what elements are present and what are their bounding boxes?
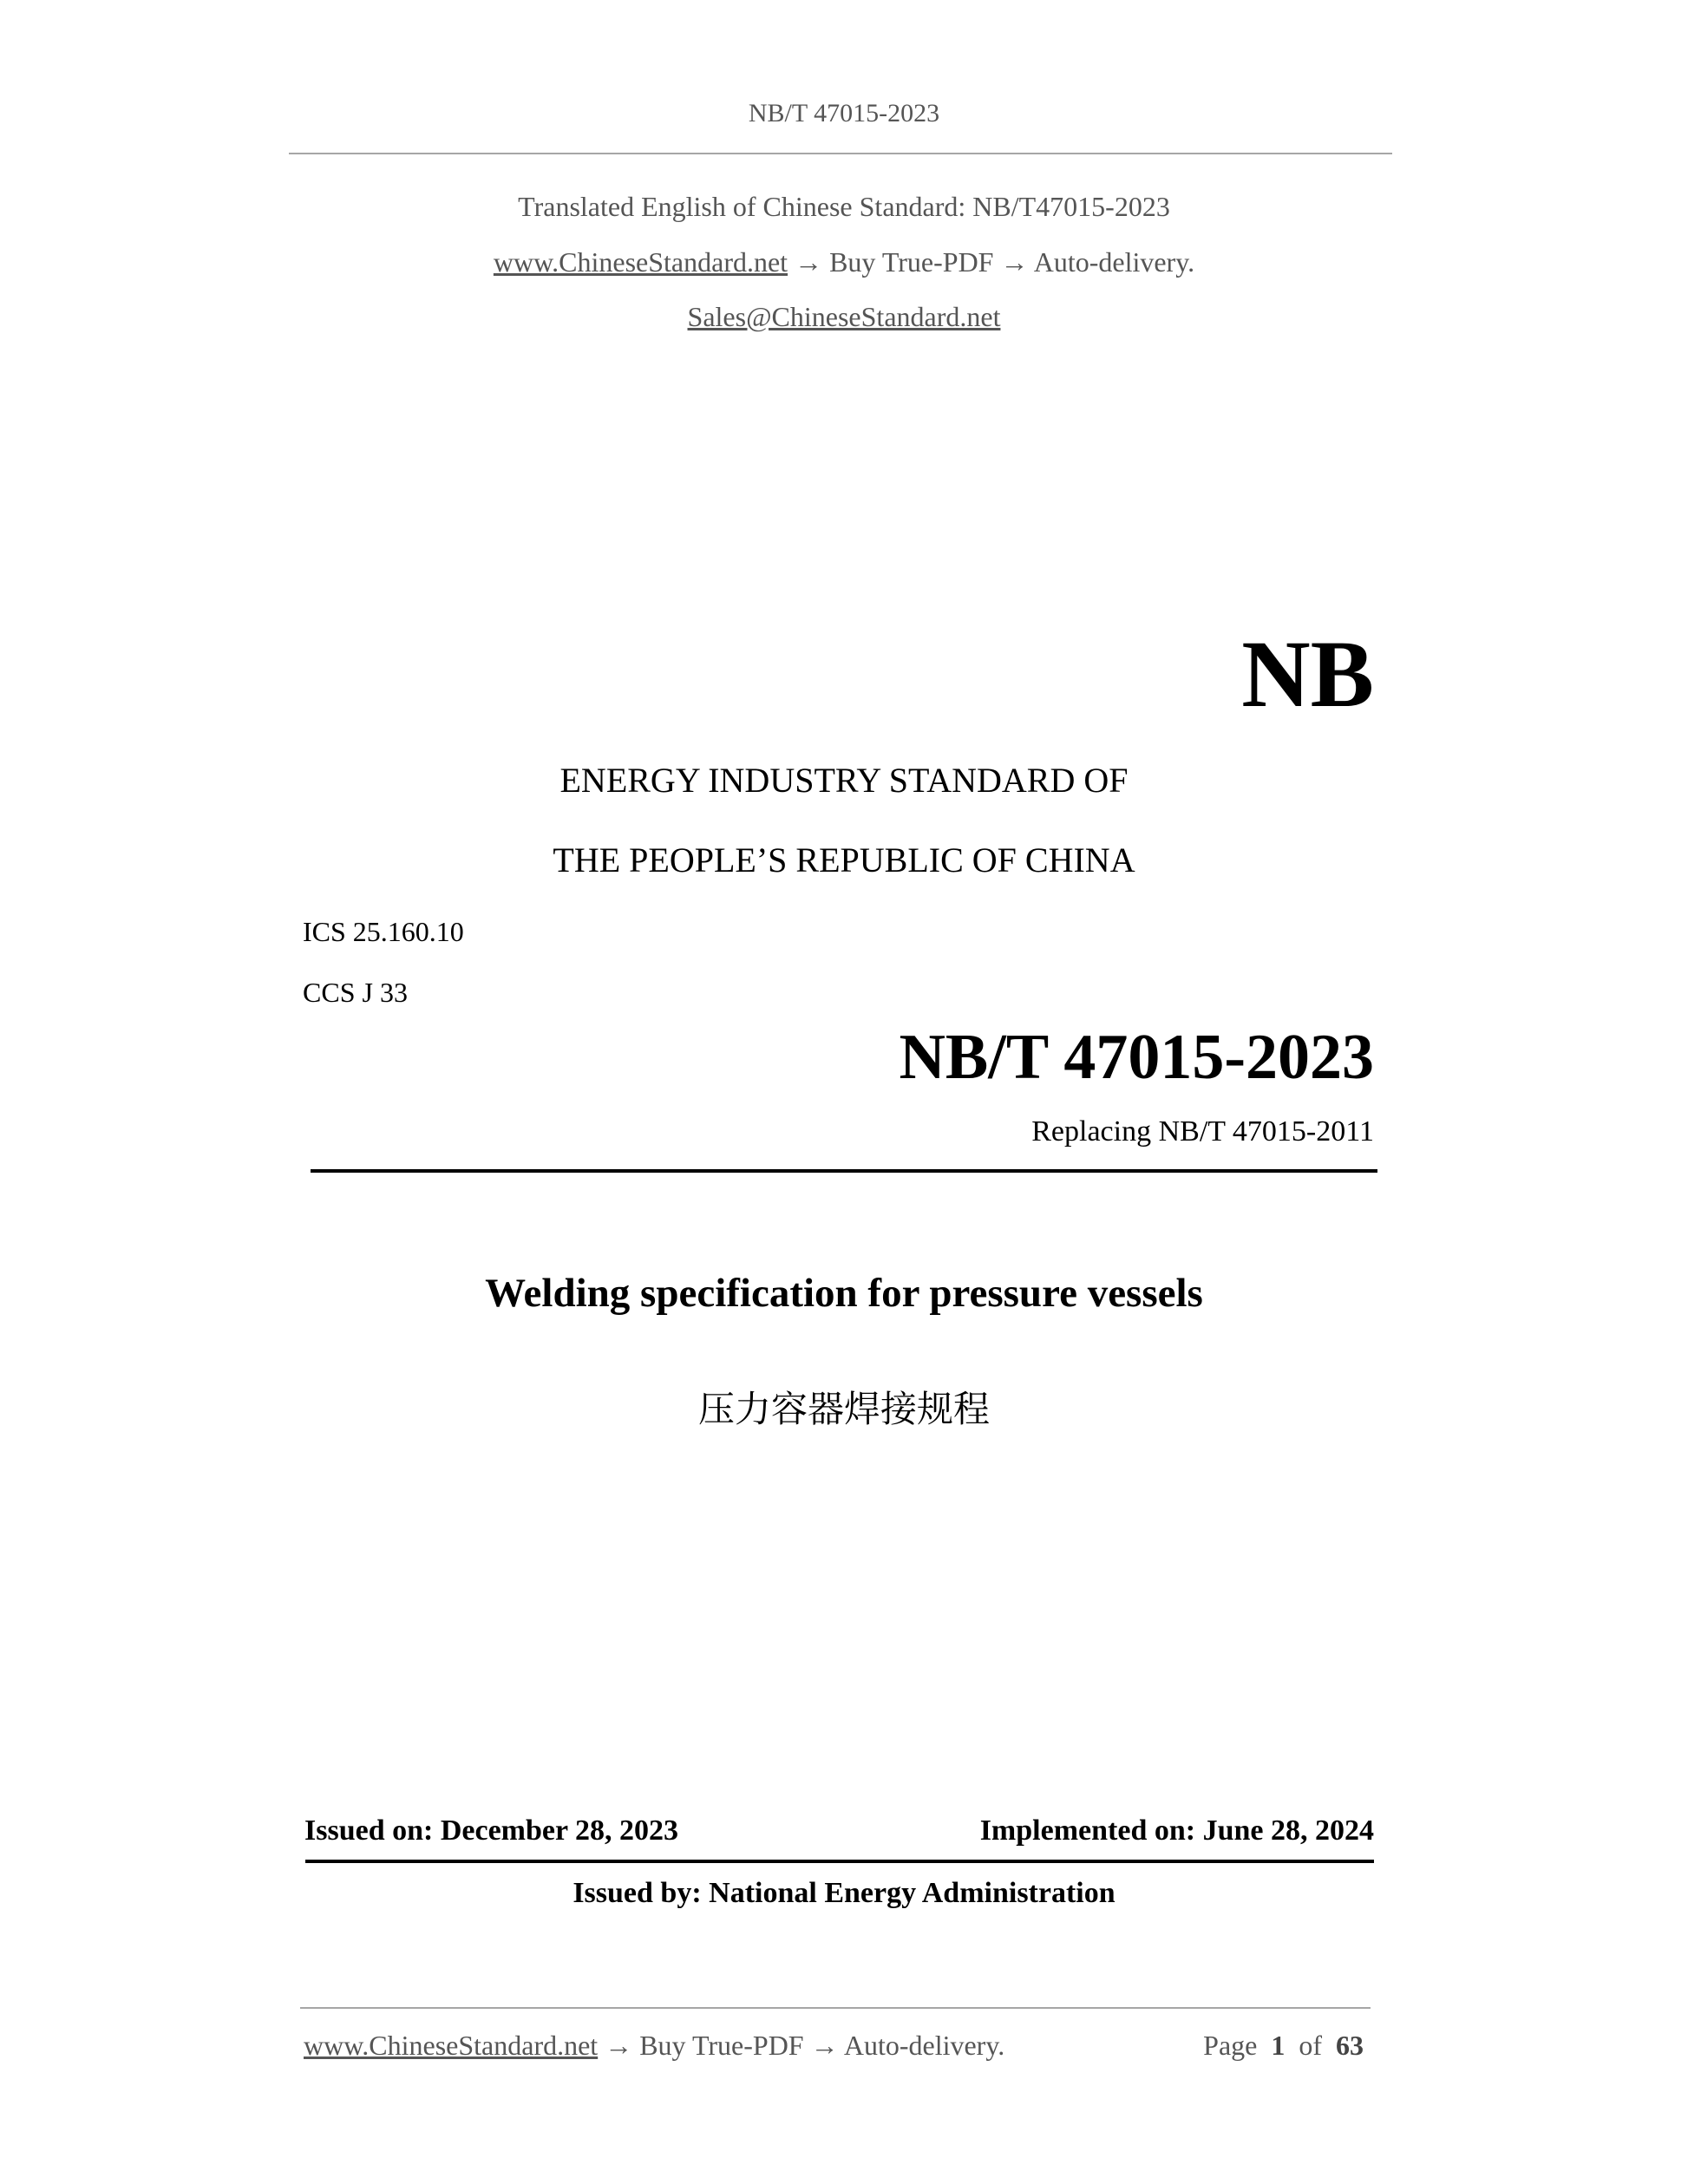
replacing-note: Replacing NB/T 47015-2011 xyxy=(1031,1115,1374,1148)
website-link[interactable]: www.ChineseStandard.net xyxy=(493,246,788,278)
footer-divider xyxy=(300,2007,1371,2009)
ics-code: ICS 25.160.10 xyxy=(303,916,464,947)
implemented-on-date: Implemented on: June 28, 2024 xyxy=(979,1815,1374,1847)
sales-contact xyxy=(0,301,1688,333)
arrow-right-icon: → xyxy=(795,246,823,278)
arrow-right-icon: → xyxy=(810,2030,839,2061)
dates-divider xyxy=(305,1860,1374,1863)
issued-on-date: Issued on: December 28, 2023 xyxy=(304,1815,678,1847)
sales-email-link[interactable]: Sales@ChineseStandard.net xyxy=(687,301,1001,332)
footer-links xyxy=(304,2030,1004,2062)
page-total: 63 xyxy=(1336,2030,1364,2061)
document-title-english: Welding specification for pressure vessels xyxy=(485,1271,1203,1316)
page-label: Page xyxy=(1203,2030,1258,2061)
arrow-right-icon: → xyxy=(605,2030,633,2061)
page-of: of xyxy=(1299,2030,1322,2061)
buy-true-pdf-text: Buy True-PDF xyxy=(829,246,994,278)
arrow-right-icon: → xyxy=(1000,246,1029,278)
footer-buy-text: Buy True-PDF xyxy=(639,2030,804,2061)
document-title-chinese: 压力容器焊接规程 xyxy=(697,1388,990,1430)
standard-number: NB/T 47015-2023 xyxy=(899,1022,1374,1093)
standard-type-line2: THE PEOPLE’S REPUBLIC OF CHINA xyxy=(553,840,1135,879)
purchase-links xyxy=(0,246,1688,278)
title-divider xyxy=(311,1169,1377,1173)
translation-notice: Translated English of Chinese Standard: NB/T47015-2023 xyxy=(518,191,1170,222)
page-current: 1 xyxy=(1271,2030,1286,2061)
issuing-authority: Issued by: National Energy Administration xyxy=(572,1877,1116,1909)
standard-type-line1: ENERGY INDUSTRY STANDARD OF xyxy=(559,761,1129,800)
header-divider xyxy=(289,153,1392,154)
nb-logo: NB xyxy=(1241,621,1374,727)
footer-delivery-text: Auto-delivery. xyxy=(843,2030,1005,2061)
page-indicator xyxy=(1203,2030,1364,2062)
auto-delivery-text: Auto-delivery. xyxy=(1033,246,1195,278)
header-title: NB/T 47015-2023 xyxy=(748,99,940,128)
footer-website-link[interactable]: www.ChineseStandard.net xyxy=(304,2030,599,2061)
ccs-code: CCS J 33 xyxy=(303,977,408,1008)
running-header xyxy=(0,99,1688,128)
